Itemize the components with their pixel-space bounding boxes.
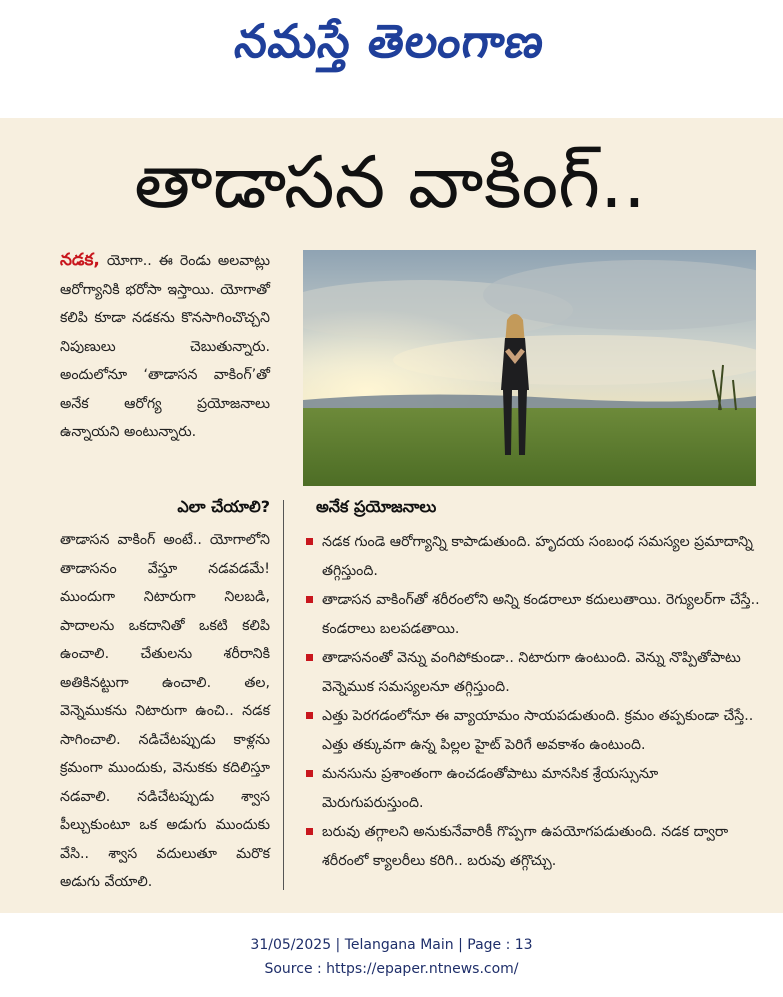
bullet-square-icon (306, 770, 313, 777)
bullet-square-icon (306, 538, 313, 545)
benefit-item: ఎత్తు పెరగడంలోనూ ఈ వ్యాయామం సాయపడుతుంది. క్రమం తప్పకుండా చేస్తే.. ఎత్తు తక్కువగా ఉన్న పిల్లల హైట్ పెరిగే అవకాశం ఉంటుంది. (306, 702, 762, 760)
edition-line: 31/05/2025 | Telangana Main | Page : 13 (250, 937, 533, 953)
source-line: Source : https://epaper.ntnews.com/ (264, 961, 519, 977)
benefits-list (306, 528, 762, 876)
photo-woman-walking-meadow (303, 250, 756, 486)
article-headline: తాడాసన వాకింగ్.. (134, 140, 646, 224)
benefit-item: తాడాసనంతో వెన్ను వంగిపోకుండా.. నిటారుగా ఉంటుంది. వెన్ను నొప్పితోపాటు వెన్నెముక సమస్యలనూ తగ్గిస్తుంది. (306, 644, 762, 702)
masthead (0, 0, 783, 118)
masthead-title: నమస్తే తెలంగాణ (231, 14, 549, 68)
intro-text: యోగా.. ఈ రెండు అలవాట్లు ఆరోగ్యానికి భరోసా ఇస్తాయి. యోగాతో కలిపి కూడా నడకను కొనసాగించొచ్చని నిపుణులు చెబుతున్నారు. అందులోనూ ‘తాడాసన వాకింగ్’తో అనేక ఆరోగ్య ప్రయోజనాలు ఉన్నాయని అంటున్నారు. (60, 253, 270, 440)
benefit-item: బరువు తగ్గాలని అనుకునేవారికీ గొప్పగా ఉపయోగపడుతుంది. నడక ద్వారా శరీరంలో క్యాలరీలు కరిగి.. బరువు తగ్గొచ్చు. (306, 818, 762, 876)
column-divider (283, 500, 284, 890)
how-body: తాడాసన వాకింగ్ అంటే.. యోగాలోని తాడాసనం వేస్తూ నడవడమే! ముందుగా నిటారుగా నిలబడి, పాదాలను ఒకదానితో ఒకటి కలిపి ఉంచాలి. చేతులను శరీరానికి అతికినట్టుగా ఉంచాలి. తల, వెన్నెముకను నిటారుగా ఉంచి.. నడక సాగించాలి. నడిచేటప్పుడు కాళ్లను క్రమంగా ముందుకు, వెనుకకు కదిలిస్తూ నడవాలి. నడిచేటప్పుడు శ్వాస పీల్చుకుంటూ ఒక అడుగు ముందుకు వేసి.. శ్వాస వదులుతూ మరొక అడుగు వేయాలి. (60, 532, 270, 890)
bullet-square-icon (306, 654, 313, 661)
article-intro (60, 246, 270, 447)
bullet-square-icon (306, 712, 313, 719)
intro-kicker: నడక, (60, 250, 100, 270)
how-heading: ఎలా చేయాలి? (177, 497, 270, 516)
benefit-item: నడక గుండె ఆరోగ్యాన్ని కాపాడుతుంది. హృదయ సంబంధ సమస్యల ప్రమాదాన్ని తగ్గిస్తుంది. (306, 528, 762, 586)
benefit-item: మనసును ప్రశాంతంగా ఉంచడంతోపాటు మానసిక శ్రేయస్సునూ మెరుగుపరుస్తుంది. (306, 760, 762, 818)
bullet-square-icon (306, 596, 313, 603)
benefit-item: తాడాసన వాకింగ్‌తో శరీరంలోని అన్ని కండరాలూ కదులుతాయి. రెగ్యులర్‌గా చేస్తే.. కండరాలు బలపడతాయి. (306, 586, 762, 644)
bullet-square-icon (306, 828, 313, 835)
article-photo (303, 250, 756, 486)
page-footer (0, 913, 783, 997)
benefits-heading: అనేక ప్రయోజనాలు (316, 497, 437, 516)
